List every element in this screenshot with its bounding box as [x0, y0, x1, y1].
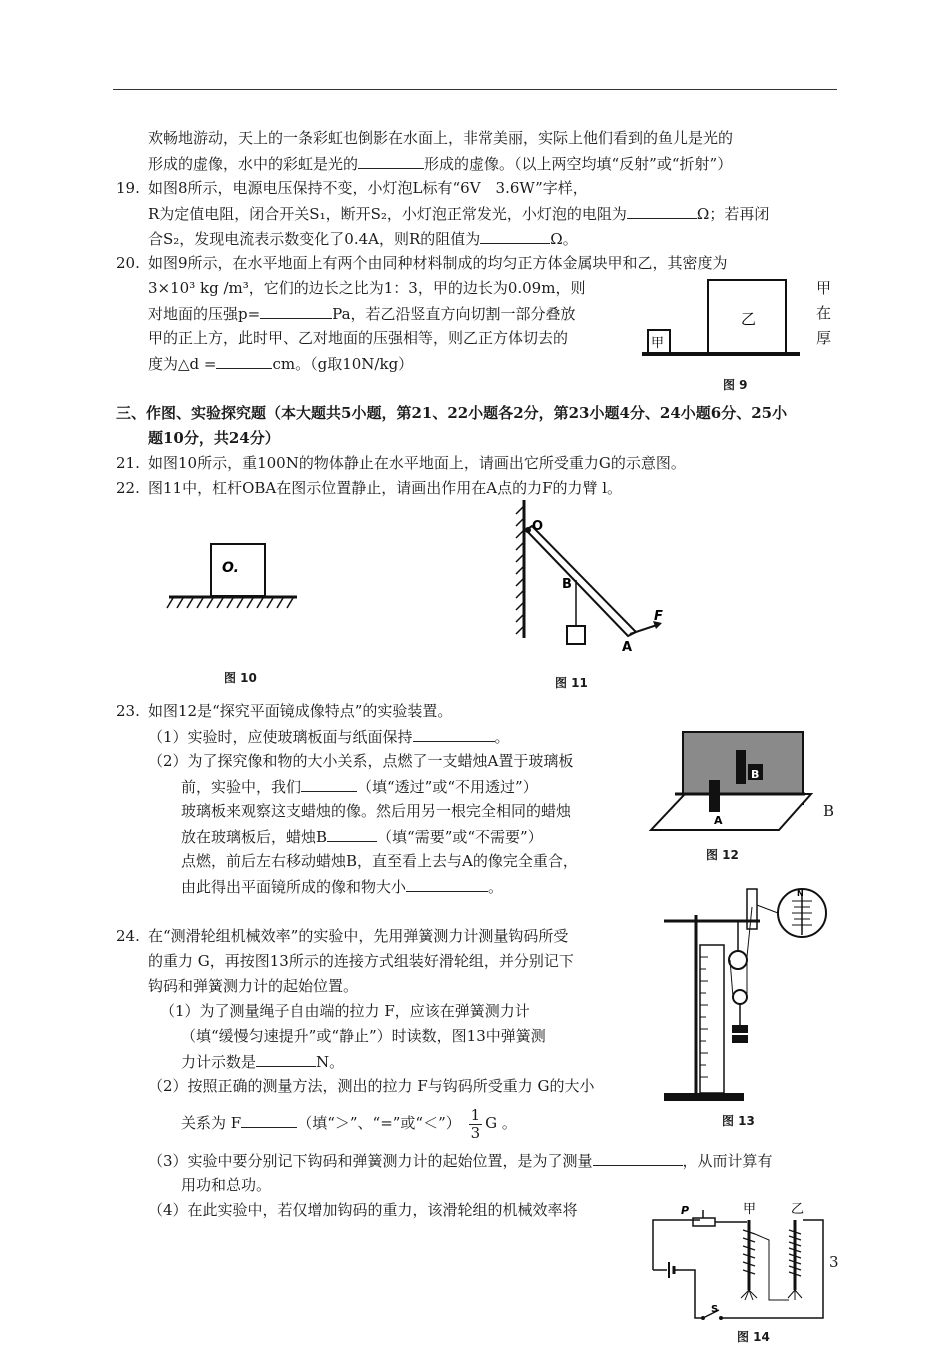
point-o: O.: [222, 560, 239, 576]
candle-a: [709, 780, 720, 812]
q22-text: 图11中，杠杆OBA在图示位置静止，请画出作用在A点的力F的力臂 l。: [148, 479, 623, 497]
q23-number: 23.: [116, 702, 140, 720]
pins-jia: [741, 1290, 757, 1300]
q24-part3-line1: （3）实验中要分别记下钩码和弹簧测力计的起始位置，是为了测量 ，从而计算有: [148, 1152, 773, 1170]
fig9-caption: 图 9: [723, 378, 748, 392]
q23-part2-line5: 点燃，前后左右移动蜡烛B，直至看上去与A的像完全重合，: [181, 852, 578, 870]
q23-intro: 如图12是“探究平面镜成像特点”的实验装置。: [148, 702, 453, 720]
q24-part1-line3: 力计示数是 N。: [181, 1053, 345, 1071]
stand-base: [664, 1093, 744, 1101]
q20-line3-right: 在: [816, 304, 832, 322]
q24-line2: 的重力 G，再按图13所示的连接方式组装好滑轮组，并分别记下: [148, 952, 574, 970]
q19-line3: 合S₂，发现电流表示数变化了0.4A，则R的阻值为 Ω。: [148, 230, 578, 248]
q19-line1: 如图8所示，电源电压保持不变，小灯泡L标有“6V 3.6W”字样，: [148, 179, 588, 197]
q20-line5: 度为△d = cm。（g取10N/kg）: [148, 355, 414, 373]
movable-pulley: [733, 990, 747, 1004]
lever-oba: [526, 526, 636, 636]
q21-number: 21.: [116, 454, 140, 472]
q23-part1: （1）实验时，应使玻璃板面与纸面保持 。: [148, 728, 510, 746]
figure-14: [645, 1200, 830, 1328]
q20-number: 20.: [116, 254, 140, 272]
header-rule: [113, 89, 837, 90]
q20-line4: 甲的正上方，此时甲、乙对地面的压强相等，则乙正方体切去的: [148, 329, 569, 347]
figure-9: [640, 272, 810, 364]
fig11-caption: 图 11: [555, 676, 588, 690]
q18-line1: 欢畅地游动，天上的一条彩虹也倒影在水面上，非常美丽，实际上他们看到的鱼儿是光的: [148, 129, 734, 147]
q24-line1: 在“测滑轮组机械效率”的实验中，先用弹簧测力计测量钩码所受: [148, 927, 569, 945]
q24-part4: （4）在此实验中，若仅增加钩码的重力，该滑轮组的机械效率将: [148, 1201, 578, 1219]
label-a: A: [714, 814, 723, 827]
figure-11: [510, 496, 670, 661]
label-yi: 乙: [791, 1202, 805, 1217]
label-b: B: [751, 768, 760, 781]
label-jia: 甲: [651, 336, 665, 351]
label-f: F: [654, 609, 663, 624]
label-b: B: [562, 577, 572, 592]
candle-image: [736, 750, 746, 784]
q23-part2-line4: 放在玻璃板后，蜡烛B （填“需要”或“不需要”）: [181, 828, 543, 846]
q24-line3: 钩码和弹簧测力计的起始位置。: [148, 977, 359, 995]
q24-part1-line2: （填“缓慢匀速提升”或“静止”）时读数，图13中弹簧测: [181, 1027, 546, 1045]
fig14-caption: 图 14: [737, 1330, 770, 1344]
fraction-one-third: $\frac{1}{3}$: [470, 1105, 481, 1142]
rheostat: [693, 1218, 715, 1226]
hook-weight-2: [732, 1035, 748, 1043]
page-number: 3: [829, 1253, 839, 1271]
q20-line3: 对地面的压强p= Pa，若乙沿竖直方向切割一部分叠放: [148, 305, 576, 323]
label-yi: 乙: [741, 310, 757, 328]
label-jia: 甲: [743, 1202, 757, 1217]
q23-part2-line3: 玻璃板来观察这支蜡烛的像。然后用另一根完全相同的蜡烛: [181, 802, 572, 820]
paper-base: [651, 794, 811, 830]
pins-yi: [788, 1290, 802, 1300]
q24-part3-line2: 用功和总功。: [181, 1176, 272, 1194]
q20-line2: 3×10³ kg /m³，它们的边长之比为1：3，甲的边长为0.09m，则: [148, 279, 586, 297]
label-p: P: [681, 1204, 690, 1217]
figure-12: [645, 728, 815, 833]
q24-part2-line1: （2）按照正确的测量方法，测出的拉力 F与钩码所受重力 G的大小: [148, 1077, 595, 1095]
ruler: [700, 945, 724, 1093]
section3-heading-line2: 题10分，共24分）: [148, 429, 280, 447]
q20-line4-right: 厚: [816, 329, 832, 347]
q19-line2: R为定值电阻，闭合开关S₁，断开S₂，小灯泡正常发光，小灯泡的电阻为 Ω；若再闭: [148, 205, 770, 223]
fig10-caption: 图 10: [224, 671, 257, 685]
label-a: A: [622, 640, 633, 655]
figure-10: [165, 538, 305, 618]
q19-number: 19.: [116, 179, 140, 197]
q20-line2-right: 甲: [816, 279, 832, 297]
section3-heading-line1: 三、作图、实验探究题（本大题共5小题，第21、22小题各2分，第23小题4分、24小题6分、25小: [116, 404, 788, 422]
q23-part2-line2: 前，实验中，我们 （填“透过”或“不用透过”）: [181, 778, 538, 796]
q24-part2-line2: 关系为 F （填“＞”、“=”或“＜”） $\frac{1}{3}$ G 。: [181, 1105, 517, 1142]
q22-number: 22.: [116, 479, 140, 497]
fig13-caption: 图 13: [722, 1114, 755, 1128]
q18-line2: 形成的虚像，水中的彩虹是光的 形成的虚像。（以上两空均填“反射”或“折射”）: [148, 155, 733, 173]
q24-number: 24.: [116, 927, 140, 945]
q23-part2-line6: 由此得出平面镜所成的像和物大小 。: [181, 878, 504, 896]
circuit-wire-left: [653, 1220, 700, 1270]
figure-13: [660, 885, 835, 1105]
q20-line1: 如图9所示，在水平地面上有两个由同种材料制成的均匀正方体金属块甲和乙，其密度为: [148, 254, 728, 272]
q24-part1-line1: （1）为了测量绳子自由端的拉力 F，应该在弹簧测力计: [160, 1002, 530, 1020]
q21-text: 如图10所示，重100N的物体静止在水平地面上，请画出它所受重力G的示意图。: [148, 454, 686, 472]
fig12-caption: 图 12: [706, 848, 739, 862]
hook-weight-1: [732, 1025, 748, 1033]
pivot-o: [525, 527, 531, 533]
label-s: S: [711, 1304, 719, 1315]
q23-part2-line1: （2）为了探究像和物的大小关系，点燃了一支蜡烛A置于玻璃板: [148, 752, 574, 770]
label-o: O: [532, 519, 544, 534]
fixed-pulley: [729, 951, 747, 969]
q23-stray-b: B: [823, 802, 835, 820]
hanging-weight: [567, 626, 585, 644]
scale-unit-n: N: [797, 889, 804, 898]
